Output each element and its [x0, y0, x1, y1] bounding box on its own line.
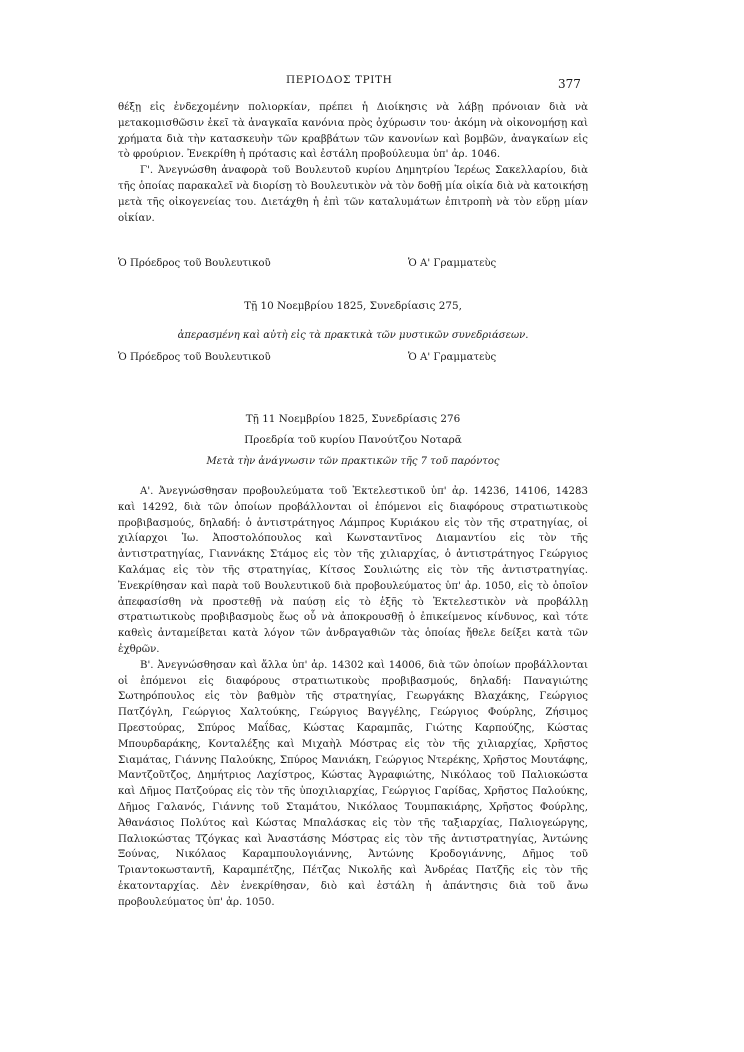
session-276-body [118, 484, 588, 911]
paragraph-continuation: θέξῃ εἰς ἐνδεχομένην πολιορκίαν, πρέπει ἡ Διοίκησις νὰ λάβῃ πρόνοιαν διὰ νὰ μετακομισθῶσιν ἐκεῖ τὰ ἀναγκαῖα κανόνια πρὸς ὀχύρωσιν του· ἀκόμη νὰ οἰκονομήσῃ καὶ χρήματα διὰ τὴν κατασκευὴν τῶν κραββάτων τῶν κανονίων καὶ βομβῶν, ἀναγκαίων εἰς τὸ φρούριον. Ἐνεκρίθη ἡ πρότασις καὶ ἐστάλη προβούλευμα ὑπ' ἀρ. 1046. [118, 102, 588, 161]
running-header: ΠΕΡΙΟΔΟΣ ΤΡΙΤΗ [286, 74, 393, 86]
secretary-signature-2: Ὁ Α' Γραμματεὺς [408, 352, 497, 363]
paragraph-alpha: Α'. Ἀνεγνώσθησαν προβουλεύματα τοῦ Ἐκτελεστικοῦ ὑπ' ἀρ. 14236, 14106, 14283 καὶ 14292, διὰ τῶν ὁποίων προβάλλονται οἱ ἑπόμενοι εἰς διαφόρους στρατιωτικοὺς προβιβασμούς, δηλαδή: ὁ ἀντιστράτηγος Λάμπρος Κυριάκου εἰς τὸν τῆς στρατηγίας, οἱ χιλίαρχοι Ἰω. Ἀποστολόπουλος καὶ Κωνσταντῖνος Διαμαντίου εἰς τὸν τῆς ἀντιστρατηγίας, Γιαννάκης Στάμος εἰς τὸν τῆς χιλιαρχίας, ὁ ἀντιστράτηγος Γεώργιος Καλάμας εἰς τὸν τῆς στρατηγίας, Κίτσος Σουλιώτης εἰς τὸν τῆς ἀντιστρατηγίας. Ἐνεκρίθησαν καὶ παρὰ τοῦ Βουλευτικοῦ διὰ προβουλεύματος ὑπ' ἀρ. 1050, εἰς τὸ ὁποῖον ἀπεφασίσθη νὰ προστεθῇ νὰ παύσῃ εἰς τὸ ἑξῆς τὸ Ἐκτελεστικὸν νὰ προβάλλῃ στρατιωτικοὺς προβιβασμοὺς ἕως οὗ νὰ ἀποκρουσθῇ ὁ ἐπικείμενος κίνδυνος, καὶ τότε καθεὶς ἀνταμείβεται κατὰ λόγον τῶν ἀνδραγαθιῶν τὰς ὁποίας ἤθελε δείξει κατὰ τῶν ἐχθρῶν. [118, 486, 588, 655]
secretary-signature: Ὁ Α' Γραμματεὺς [408, 258, 497, 269]
president-signature: Ὁ Πρόεδρος τοῦ Βουλευτικοῦ [118, 258, 271, 269]
session-275-heading: Τῇ 10 Νοεμβρίου 1825, Συνεδρίασις 275, [244, 300, 462, 312]
session-276-heading: Τῇ 11 Νοεμβρίου 1825, Συνεδρίασις 276 [245, 413, 461, 425]
section-continuation [118, 100, 588, 226]
paragraph-gamma: Γ'. Ἀνεγνώσθη ἀναφορὰ τοῦ Βουλευτοῦ κυρίου Δημητρίου Ἱερέως Σακελλαρίου, διὰ τῆς ὁποίας παρακαλεῖ νὰ διορίσῃ τὸ Βουλευτικὸν νὰ τὸν δοθῇ μία οἰκία διὰ νὰ κατοικήσῃ μετὰ τῆς οἰκογενείας του. Διετάχθη ἡ ἐπὶ τῶν καταλυμάτων ἐπιτροπὴ νὰ τὸν εὕρῃ μίαν οἰκίαν. [118, 165, 588, 224]
session-275-note: ἀπερασμένη καὶ αὐτὴ εἰς τὰ πρακτικὰ τῶν μυστικῶν συνεδριάσεων. [177, 330, 529, 341]
paragraph-beta: Β'. Ἀνεγνώσθησαν καὶ ἄλλα ὑπ' ἀρ. 14302 καὶ 14006, διὰ τῶν ὁποίων προβάλλονται οἱ ἑπόμενοι εἰς διαφόρους στρατιωτικοὺς προβιβασμούς, δηλαδή: Παναγιώτης Σωτηρόπουλος εἰς τὸν βαθμὸν τῆς στρατηγίας, Γεωργάκης Βλαχάκης, Γεώργιος Πατζόγλη, Γεώργιος Χαλτούκης, Γεώργιος Βαγγέλης, Γεώργιος Φούρλης, Ζήσιμος Πρεστούρας, Σπύρος Μαΐδας, Κώστας Καραμπᾶς, Γιώτης Καρπούζης, Κώστας Μπουρδαράκης, Κονταλέξης καὶ Μιχαὴλ Μόστρας εἰς τὸν τῆς χιλιαρχίας, Χρῆστος Σιαμάτας, Γιάννης Παλούκης, Σπύρος Μανιάκη, Γεώργιος Ντερέκης, Χρῆστος Μουτάφης, Μαντζοῦτζος, Δημήτριος Λαχίστρος, Κώστας Ἀγραφιώτης, Νικόλαος τοῦ Παλιοκώστα καὶ Δῆμος Πατζούρας εἰς τὸν τῆς ὑποχιλιαρχίας, Γεώργιος Γαρίδας, Χρῆστος Παλούκης, Δῆμος Γαλανός, Γιάννης τοῦ Σταμάτου, Νικόλαος Τουμπακιάρης, Χρῆστος Φούρλης, Ἀθανάσιος Πολύτος καὶ Κώστας Μπαλάσκας εἰς τὸν τῆς ταξιαρχίας, Παλιογεώργης, Παλιοκώστας Τζόγκας καὶ Ἀναστάσης Μόστρας εἰς τὸν τῆς ἀντιστρατηγίας, Ἀντώνης Ξούνας, Νικόλαος Καραμπουλογιάννης, Ἀντώνης Κροδογιάννης, Δῆμος τοῦ Τριαντοκωσταντῆ, Καραμπέτζης, Πέτζας Νικολῆς καὶ Ἀνδρέας Πατζῆς εἰς τὸν τῆς ἑκατονταρχίας. Δὲν ἐνεκρίθησαν, διὸ καὶ ἐστάλη ἡ ἀπάντησις διὰ τοῦ ἄνω προβουλεύματος ὑπ' ἀρ. 1050. [118, 659, 588, 908]
page-number: 377 [558, 77, 581, 91]
president-signature-2: Ὁ Πρόεδρος τοῦ Βουλευτικοῦ [118, 352, 271, 363]
session-276-note: Μετὰ τὴν ἀνάγνωσιν τῶν πρακτικῶν τῆς 7 τοῦ παρόντος [206, 456, 500, 467]
session-276-chair: Προεδρία τοῦ κυρίου Πανούτζου Νοταρᾶ [244, 434, 462, 446]
